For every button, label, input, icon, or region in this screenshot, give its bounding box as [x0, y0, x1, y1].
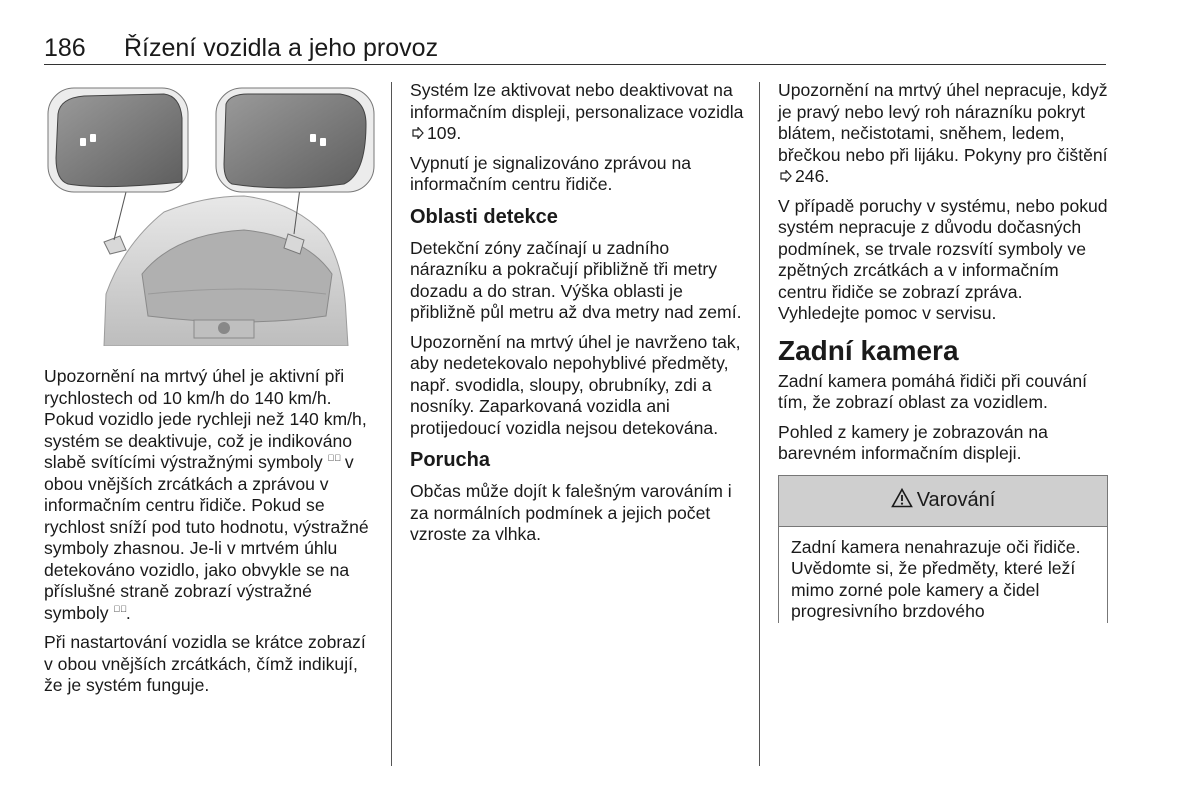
arrow-ref-icon	[780, 166, 792, 188]
blind-spot-mirror-illustration	[44, 84, 378, 346]
page-number: 186	[44, 34, 86, 62]
arrow-ref-icon	[412, 123, 424, 145]
paragraph	[778, 80, 1108, 188]
header-rule	[44, 64, 1106, 65]
paragraph: Zadní kamera pomáhá řidiči při couvání tím, že zobrazí oblast za vozidlem.	[778, 370, 1088, 412]
text-run: v obou vnějších zrcátkách a zprávou v informačním centru řidiče. Pokud se rychlost sníží pod tuto hodnotu, výstražné symboly zhasnou. Je-li v mrtvém úhlu detekováno vozidlo, jako obvykle se na příslušné straně zobrazí výstražné symboly	[44, 452, 369, 623]
paragraph: Upozornění na mrtvý úhel je navrženo tak, aby nedetekovalo nepohyblivé předměty, např. svodidla, sloupy, obrubníky, zdi a nosníky. Zaparkovaná vozidla ani protijedoucí vozidla nejsou detekována.	[410, 331, 741, 438]
warning-title: Varování	[916, 488, 996, 511]
text-run: .	[125, 602, 131, 623]
column-3	[778, 80, 1108, 623]
section-heading: Porucha	[410, 449, 491, 471]
blind-spot-icon: ⊿⃞	[113, 603, 126, 614]
chapter-title: Řízení vozidla a jeho provoz	[124, 34, 439, 62]
text-run: Systém lze aktivovat nebo deaktivovat na informačním displeji, personalizace vozidla	[410, 80, 744, 122]
section-heading: Oblasti detekce	[410, 205, 558, 228]
page-header	[44, 34, 1106, 64]
blind-spot-icon: ⊿⃞	[327, 453, 341, 464]
paragraph: Pohled z kamery je zobrazován na barevném informačním displeji.	[778, 421, 1048, 463]
column-2	[410, 80, 748, 554]
warning-header	[779, 476, 1107, 527]
paragraph	[410, 80, 748, 145]
chapter-heading: Zadní kamera	[778, 334, 959, 366]
paragraph: Občas může dojít k falešným varováním i za normálních podmínek a jejich počet vzroste za vlhka.	[410, 481, 732, 544]
warning-triangle-icon	[891, 488, 917, 514]
paragraph: Vypnutí je signalizováno zprávou na informačním centru řidiče.	[410, 152, 692, 194]
paragraph: Při nastartování vozidla se krátce zobrazí v obou vnějších zrcátkách, čímž indikují, že je systém funguje.	[44, 632, 366, 695]
paragraph: Detekční zóny začínají u zadního nárazníku a pokračují přibližně tři metry dozadu a do stran. Výška oblasti je přibližně půl metru až dva metry nad zemí.	[410, 237, 742, 322]
text-run: Upozornění na mrtvý úhel nepracuje, když je pravý nebo levý roh nárazníku pokryt blátem, nečistotami, sněhem, ledem, břečkou nebo při lijáku. Pokyny pro čištění	[778, 80, 1108, 165]
warning-text: Zadní kamera nenahrazuje oči řidiče. Uvědomte si, že předměty, které leží mimo zorné pole kamery a čidel progresivního brzdového	[791, 536, 1081, 621]
warning-box	[778, 475, 1108, 623]
page-reference-link[interactable]: 109.	[427, 123, 462, 143]
column-divider	[391, 82, 392, 766]
text-run: Upozornění na mrtvý úhel je aktivní při rychlostech od 10 km/h do 140 km/h. Pokud vozidlo jede rychleji než 140 km/h, systém se deaktivuje, což je indikováno slabě svítícími výstražnými symboly	[44, 366, 367, 472]
paragraph: V případě poruchy v systému, nebo pokud systém nepracuje z důvodu dočasných podmínek, se trvale rozsvítí symboly ve zpětných zrcátkách a v informačním centru řidiče se zobrazí zpráva. Vyhledejte pomoc v servisu.	[778, 195, 1108, 323]
paragraph	[44, 366, 378, 624]
column-divider	[759, 82, 760, 766]
page-reference-link[interactable]: 246.	[795, 166, 830, 186]
